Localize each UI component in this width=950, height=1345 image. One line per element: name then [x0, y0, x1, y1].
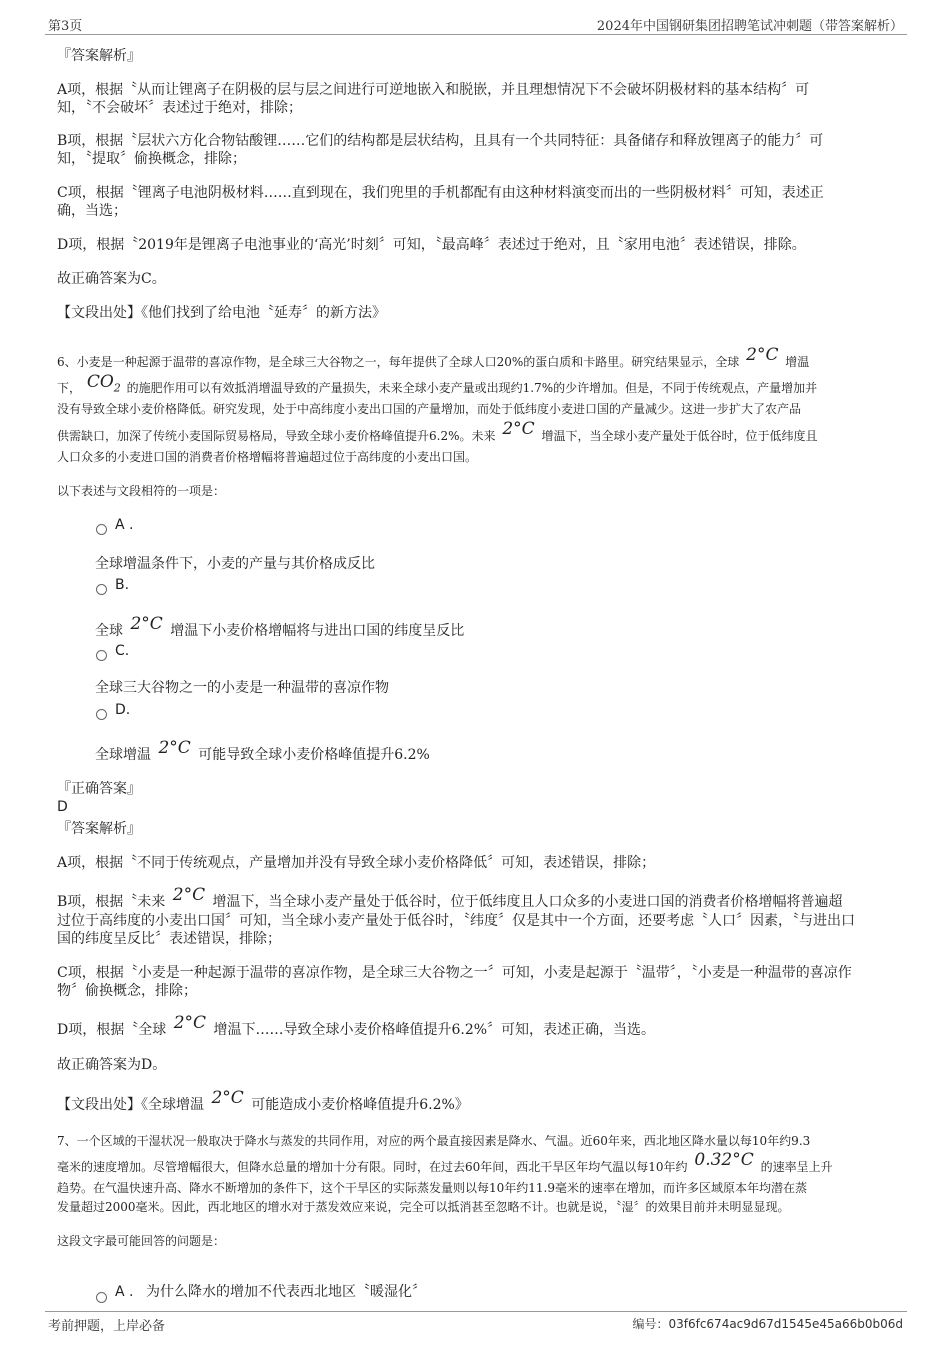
- option-c-radio[interactable]: [96, 650, 107, 661]
- math-2c: 2°C: [130, 614, 163, 634]
- math-2c: 2°C: [172, 885, 206, 905]
- q6-stem-line1: 6、小麦是一种起源于温带的喜凉作物，是全球三大谷物之一，每年提供了全球人口20%的蛋白质和卡路里。研究结果显示，全球 2°C 增温: [57, 345, 810, 369]
- q5-analysis-b-line2: 知，〝提取〞偷换概念，排除；: [57, 151, 246, 167]
- q5-analysis-a-line2: 知，〝不会破坏〞表述过于绝对，排除；: [57, 100, 302, 116]
- q5-analysis-b-line1: B项，根据〝层状六方化合物钴酸锂……它们的结构都是层状结构，且具有一个共同特征：具备储存和释放锂离子的能力〞可: [57, 133, 824, 149]
- document-title: 2024年中国钢研集团招聘笔试冲刺题（带答案解析）: [596, 19, 903, 34]
- q6-source: 【文段出处】《全球增温 2°C 可能造成小麦价格峰值提升6.2%》: [57, 1088, 469, 1113]
- q7-stem-line3: 趋势。在气温快速升高、降水不断增加的条件下，这个干旱区的实际蒸发量则以每10年约11.9毫米的速率在增加，而许多区域原本年均潜在蒸: [57, 1181, 807, 1195]
- option-b-text: 全球 2°C 增温下小麦价格增幅将与进出口国的纬度呈反比: [95, 614, 465, 639]
- q7-option-a-letter: A .: [115, 1284, 134, 1300]
- option-a-text: 全球增温条件下，小麦的产量与其价格成反比: [95, 556, 375, 572]
- q6-answer: D: [57, 799, 68, 815]
- q6-stem-line2: 下， $CO_2$ 的施肥作用可以有效抵消增温导致的产量损失，未来全球小麦产量或出现约1.7%的少许增加。但是，不同于传统观点，产量增加并: [57, 372, 818, 395]
- page-number: 第3页: [48, 19, 83, 34]
- page-header: [45, 14, 907, 35]
- option-c-text: 全球三大谷物之一的小麦是一种温带的喜凉作物: [95, 680, 389, 696]
- option-d-text: 全球增温 2°C 可能导致全球小麦价格峰值提升6.2%: [95, 738, 430, 763]
- option-c-letter: C.: [115, 643, 130, 659]
- q7-prompt: 这段文字最可能回答的问题是：: [57, 1234, 226, 1248]
- q6-analysis-b-line3: 国的纬度呈反比〞表述错误，排除；: [57, 931, 281, 947]
- document-id: 编号：03f6fc674ac9d67d1545e45a66b0b06d: [632, 1317, 903, 1331]
- q6-analysis-b-line2: 过位于高纬度的小麦出口国〞可知，当全球小麦产量处于低谷时，〝纬度〞仅是其中一个方面，还要考虑〝人口〞因素，〝与进出口: [57, 913, 855, 929]
- option-b-letter: B.: [115, 577, 130, 593]
- q6-analysis-a: A项，根据〝不同于传统观点，产量增加并没有导致全球小麦价格降低〞可知，表述错误，排除；: [57, 855, 656, 871]
- q7-option-a-text: 为什么降水的增加不代表西北地区〝暖湿化〞: [146, 1284, 426, 1300]
- q6-conclusion: 故正确答案为D。: [57, 1057, 167, 1073]
- q7-stem-line1: 7、一个区域的干湿状况一般取决于降水与蒸发的共同作用，对应的两个最直接因素是降水、气温。近60年来，西北地区降水量以每10年约9.3: [57, 1134, 811, 1148]
- q5-analysis-a-line1: A项，根据〝从而让锂离子在阴极的层与层之间进行可逆地嵌入和脱嵌，并且理想情况下不会破坏阴极材料的基本结构〞可: [57, 82, 810, 98]
- q5-analysis-c-line2: 确，当选；: [57, 203, 127, 219]
- footer-slogan: 考前押题，上岸必备: [48, 1319, 166, 1334]
- q6-analysis-d: D项，根据〝全球 2°C 增温下……导致全球小麦价格峰值提升6.2%〞可知，表述正确，当选。: [57, 1013, 656, 1038]
- q7-stem-line2: 毫米的速度增加。尽管增幅很大，但降水总量的增加十分有限。同时，在过去60年间，西北干旱区年均气温以每10年约 0.32°C 的速率呈上升: [57, 1150, 833, 1174]
- q5-source: 【文段出处】《他们找到了给电池〝延寿〞的新方法》: [57, 305, 386, 321]
- math-2c: 2°C: [173, 1013, 207, 1033]
- q6-stem-line3: 没有导致全球小麦价格降低。研究发现，处于中高纬度小麦出口国的产量增加，而处于低纬度小麦进口国的产量减少。这进一步扩大了农产品: [57, 402, 802, 416]
- math-032c: 0.32°C: [694, 1150, 754, 1170]
- q6-answer-label: 『正确答案』: [57, 781, 141, 797]
- option-d-radio[interactable]: [96, 709, 107, 720]
- math-2c: 2°C: [211, 1088, 244, 1108]
- q5-conclusion: 故正确答案为C。: [57, 271, 166, 287]
- option-a-radio[interactable]: [96, 524, 107, 535]
- math-2c: 2°C: [158, 738, 191, 758]
- q6-stem-line4: 供需缺口，加深了传统小麦国际贸易格局，导致全球小麦价格峰值提升6.2%。未来 2°C 增温下，当全球小麦产量处于低谷时，位于低纬度且: [57, 419, 818, 443]
- option-a-letter: A .: [115, 517, 134, 533]
- math-co2: $CO_2$: [86, 372, 121, 395]
- option-b-radio[interactable]: [96, 584, 107, 595]
- q5-analysis-label: 『答案解析』: [57, 48, 141, 64]
- page-footer: [45, 1311, 907, 1336]
- q6-prompt: 以下表述与文段相符的一项是：: [57, 484, 226, 498]
- q5-analysis-c-line1: C项，根据〝锂离子电池阴极材料……直到现在，我们兜里的手机都配有由这种材料演变而出的一些阴极材料〞可知，表述正: [57, 185, 824, 201]
- math-2c: 2°C: [746, 345, 779, 365]
- q6-analysis-b-line1: B项，根据〝未来 2°C 增温下，当全球小麦产量处于低谷时，位于低纬度且人口众多的小麦进口国的消费者价格增幅将普遍超: [57, 885, 843, 910]
- q7-stem-line4: 发量超过2000毫米。因此，西北地区的增水对于蒸发效应来说，完全可以抵消甚至忽略不计。也就是说，〝湿〞的效果目前并未明显显现。: [57, 1200, 790, 1214]
- q6-analysis-c-line2: 物〞偷换概念，排除；: [57, 983, 197, 999]
- q6-analysis-label: 『答案解析』: [57, 821, 141, 837]
- q5-analysis-d: D项，根据〝2019年是锂离子电池事业的‘高光’时刻〞可知，〝最高峰〞表述过于绝对，且〝家用电池〞表述错误，排除。: [57, 237, 806, 253]
- q7-option-a-radio[interactable]: [96, 1292, 107, 1303]
- q6-stem-line5: 人口众多的小麦进口国的消费者价格增幅将普遍超过位于高纬度的小麦出口国。: [57, 450, 478, 464]
- q6-analysis-c-line1: C项，根据〝小麦是一种起源于温带的喜凉作物，是全球三大谷物之一〞可知，小麦是起源于〝温带〞，〝小麦是一种温带的喜凉作: [57, 965, 852, 981]
- option-d-letter: D.: [115, 702, 131, 718]
- math-2c: 2°C: [502, 419, 535, 439]
